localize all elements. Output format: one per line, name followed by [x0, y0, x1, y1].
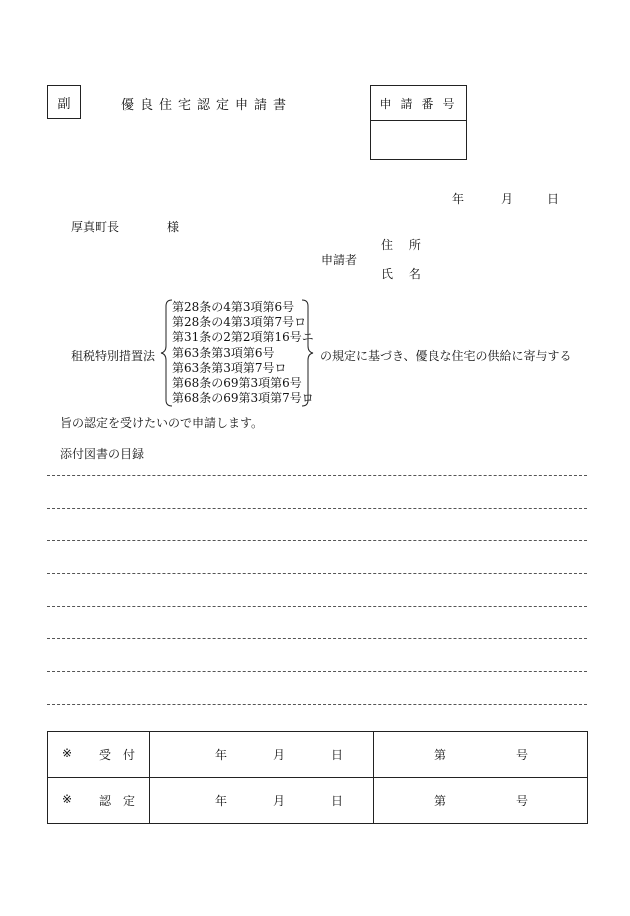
copy-mark: 副 — [57, 96, 71, 112]
article-item: 第28条の4第3項第6号 — [172, 300, 295, 314]
attachment-line[interactable] — [47, 573, 587, 574]
article-item: 第63条第3項第7号ロ — [172, 360, 287, 375]
article-item: 第63条第3項第6号 — [172, 345, 275, 360]
date-year: 年 — [452, 192, 465, 206]
table-row — [48, 732, 588, 778]
receipt-month: 月 — [272, 748, 285, 762]
attachment-line[interactable] — [47, 475, 587, 476]
copy-mark-box — [47, 85, 81, 119]
note-mark: ※ — [62, 792, 73, 806]
certification-month: 月 — [272, 794, 285, 808]
receipt-day: 日 — [330, 748, 343, 762]
certification-day: 日 — [330, 794, 343, 808]
article-item: 第68条の69第3項第7号ロ — [172, 391, 314, 406]
application-number-field[interactable] — [371, 121, 466, 159]
date-month: 月 — [501, 192, 514, 206]
table-row — [48, 778, 588, 824]
applicant-label: 申請者 — [321, 253, 358, 267]
application-number-label: 申請番号 — [371, 86, 466, 121]
certification-label-cell — [48, 778, 150, 824]
receipt-label: 受 付 — [98, 748, 135, 762]
attachment-line[interactable] — [47, 606, 587, 607]
attachment-line[interactable] — [47, 671, 587, 672]
receipt-label-cell — [48, 732, 150, 778]
receipt-date-cell[interactable] — [150, 732, 374, 778]
clause-suffix: の規定に基づき、優良な住宅の供給に寄与する — [320, 349, 572, 363]
receipt-year: 年 — [215, 748, 228, 762]
certification-number-cell[interactable] — [374, 778, 588, 824]
certification-year: 年 — [215, 794, 228, 808]
certification-go: 号 — [515, 794, 528, 808]
addressee-name: 厚真町長 — [71, 220, 120, 234]
certification-label: 認 定 — [98, 794, 135, 808]
article-item: 第68条の69第3項第6号 — [172, 376, 302, 391]
receipt-dai: 第 — [434, 748, 447, 762]
receipt-go: 号 — [515, 748, 528, 762]
attachment-line[interactable] — [47, 540, 587, 541]
article-list — [172, 300, 314, 406]
attachment-line[interactable] — [47, 638, 587, 639]
attachments-heading: 添付図書の目録 — [60, 447, 145, 461]
form-title: 優良住宅認定申請書 — [121, 98, 293, 113]
date-day: 日 — [547, 192, 560, 206]
address-label: 住 所 — [381, 238, 427, 252]
article-item: 第28条の4第3項第7号ロ — [172, 315, 307, 330]
application-number-box — [370, 85, 467, 160]
right-brace — [300, 299, 314, 407]
certification-dai: 第 — [434, 794, 447, 808]
article-item: 第31条の2第2項第16号ニ — [172, 330, 314, 345]
note-mark: ※ — [62, 746, 73, 760]
law-name: 租税特別措置法 — [71, 349, 156, 363]
name-label: 氏 名 — [381, 267, 427, 281]
clause-closing: 旨の認定を受けたいので申請します。 — [60, 416, 264, 430]
attachment-line[interactable] — [47, 508, 587, 509]
attachment-line[interactable] — [47, 704, 587, 705]
certification-date-cell[interactable] — [150, 778, 374, 824]
receipt-number-cell[interactable] — [374, 732, 588, 778]
receipt-table — [47, 731, 588, 824]
addressee-honorific: 様 — [167, 220, 180, 234]
